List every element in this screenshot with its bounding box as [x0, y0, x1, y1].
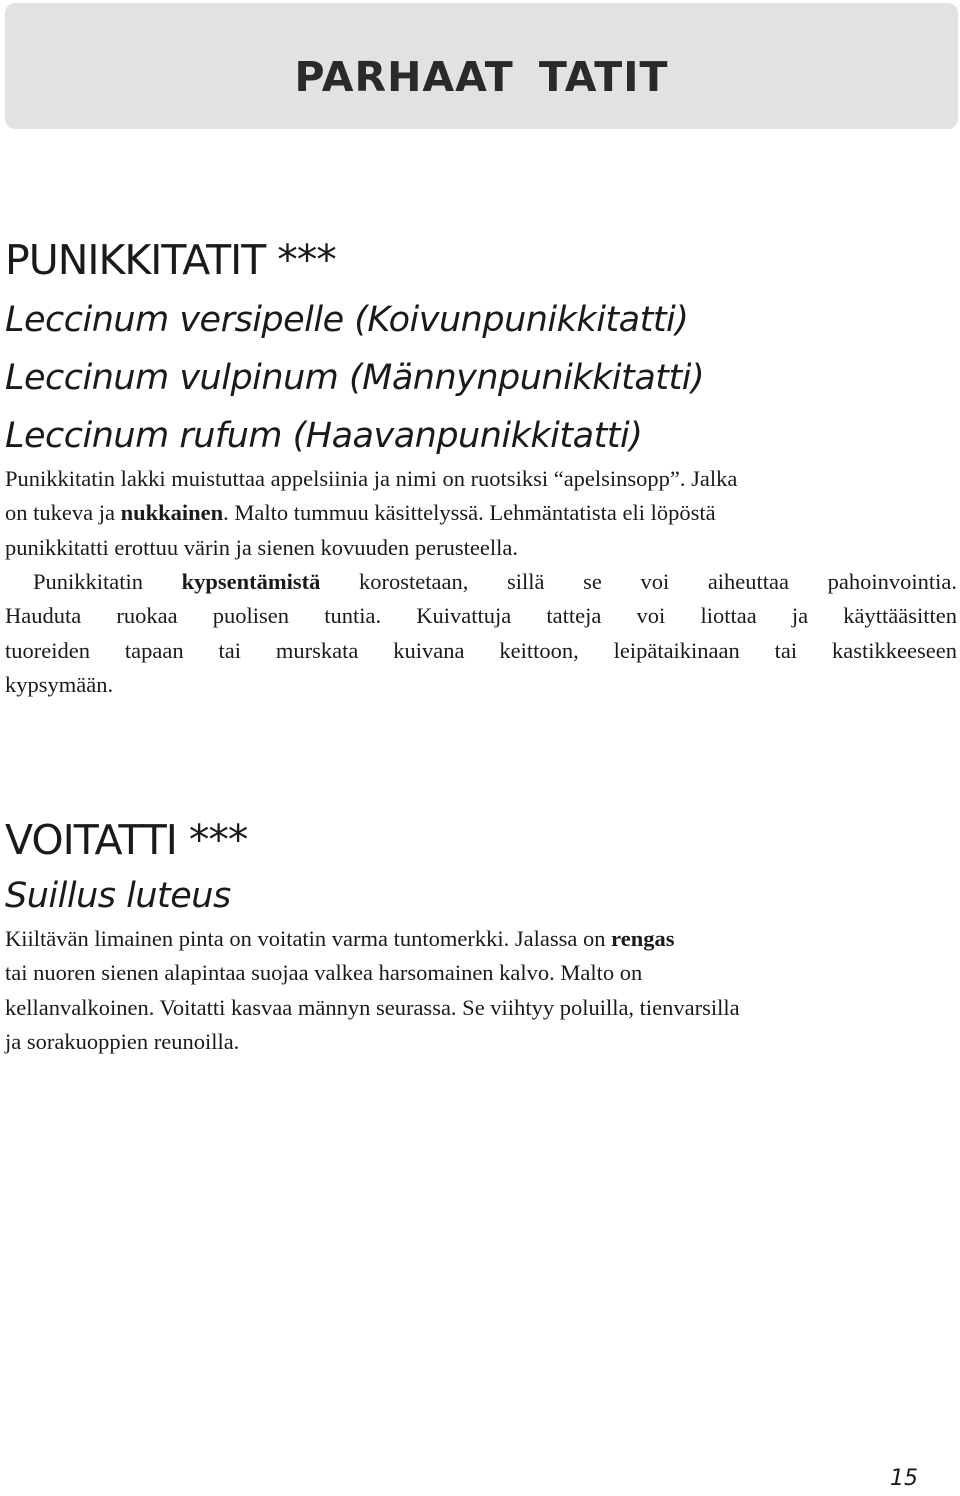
paragraph-line: Hauduta ruokaa puolisen tuntia. Kuivattuja tatteja voi liottaa ja käyttääsitten — [5, 603, 957, 629]
paragraph-line: punikkitatti erottuu värin ja sienen kovuuden perusteella. — [5, 534, 518, 560]
paragraph-line: Kiiltävän limainen pinta on voitatin varma tuntomerkki. Jalassa on rengas — [5, 926, 675, 951]
section-heading-voitatti: VOITATTI *** — [5, 816, 248, 864]
latin-name-mannynpunikkitatti: Leccinum vulpinum (Männynpunikkitatti) — [5, 358, 705, 398]
page-number: 15 — [890, 1466, 918, 1491]
emphasis-nukkainen: nukkainen — [120, 500, 224, 526]
paragraph-line: kellanvalkoinen. Voitatti kasvaa männyn seurassa. Se viihtyy poluilla, tienvarsilla — [5, 994, 740, 1020]
paragraph-line: kypsymään. — [5, 671, 114, 697]
latin-name-koivunpunikkitatti: Leccinum versipelle (Koivunpunikkitatti) — [5, 300, 689, 340]
paragraph-line: tuoreiden tapaan tai murskata kuivana keittoon, leipätaikinaan tai kastikkeeseen — [5, 637, 957, 663]
paragraph-line: tai nuoren sienen alapintaa suojaa valkea harsomainen kalvo. Malto on — [5, 960, 643, 986]
paragraph-line: Punikkitatin lakki muistuttaa appelsiinia ja nimi on ruotsiksi “apelsinsopp”. Jalka — [5, 466, 738, 491]
punikkitatti-cooking — [5, 565, 957, 702]
paragraph-line: on tukeva ja nukkainen. Malto tummuu käsittelyssä. Lehmäntatista eli löpöstä — [5, 500, 716, 526]
punikkitatti-description — [5, 462, 937, 565]
paragraph-line: Punikkitatin kypsentämistä korostetaan, sillä se voi aiheuttaa pahoinvointia. — [33, 569, 957, 594]
emphasis-kypsentamista: kypsentämistä — [181, 569, 321, 594]
latin-name-suillus-luteus: Suillus luteus — [5, 876, 231, 916]
title-banner — [5, 3, 958, 129]
page-title: PARHAAT TATIT — [294, 53, 669, 101]
section-heading-punikkitatit: PUNIKKITATIT *** — [5, 236, 336, 284]
latin-name-haavanpunikkitatti: Leccinum rufum (Haavanpunikkitatti) — [5, 416, 643, 456]
emphasis-rengas: rengas — [611, 926, 675, 951]
voitatti-description — [5, 922, 945, 1059]
paragraph-line: ja sorakuoppien reunoilla. — [5, 1028, 240, 1054]
